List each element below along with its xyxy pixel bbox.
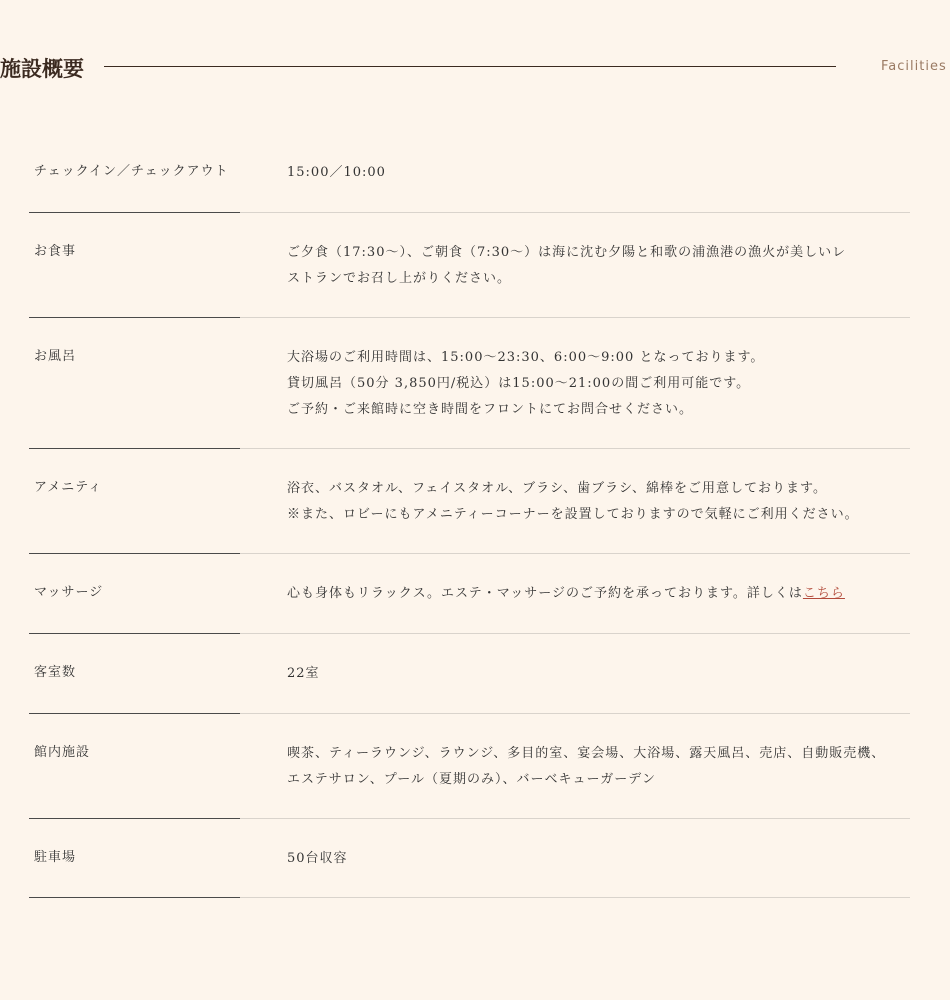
row-label: お食事 — [34, 244, 77, 259]
row-value-line: ※また、ロビーにもアメニティーコーナーを設置しておりますので気軽にご利用ください。 — [287, 507, 859, 522]
table-row-rooms — [29, 634, 910, 714]
row-value — [287, 133, 910, 213]
table-row-bath — [29, 318, 910, 449]
table-row-meals — [29, 213, 910, 318]
row-value-line: ご予約・ご来館時に空き時間をフロントにてお問合せください。 — [287, 402, 694, 417]
title-divider — [104, 66, 836, 67]
row-label: 駐車場 — [34, 850, 77, 865]
massage-details-link[interactable]: こちら — [802, 586, 845, 601]
row-label: 客室数 — [34, 665, 77, 680]
row-value — [287, 634, 910, 714]
row-value — [287, 554, 910, 634]
row-value-line: 浴衣、バスタオル、フェイスタオル、ブラシ、歯ブラシ、綿棒をご用意しております。 — [287, 481, 828, 496]
row-value — [287, 213, 910, 319]
row-value-line: 大浴場のご利用時間は、15:00～23:30、6:00～9:00 となっております。 — [287, 350, 765, 365]
section-title: 施設概要 — [0, 56, 84, 81]
table-row-parking — [29, 819, 910, 898]
section-header — [0, 49, 950, 85]
row-value-line: 15:00／10:00 — [287, 165, 386, 180]
table-row-amenities — [29, 449, 910, 554]
row-value-line: 貸切風呂（50分 3,850円/税込）は15:00～21:00の間ご利用可能です。 — [287, 376, 751, 391]
row-label: マッサージ — [34, 585, 104, 600]
row-value — [287, 819, 910, 899]
row-value-line: 22室 — [287, 666, 320, 681]
row-label: お風呂 — [34, 349, 77, 364]
table-row-massage — [29, 554, 910, 634]
row-value — [287, 318, 910, 450]
row-value — [287, 449, 910, 555]
facilities-table — [29, 133, 910, 898]
row-value-line: ストランでお召し上がりください。 — [287, 271, 512, 286]
row-value-line: 喫茶、ティーラウンジ、ラウンジ、多目的室、宴会場、大浴場、露天風呂、売店、自動販売機、 — [287, 746, 886, 761]
massage-text: 心も身体もリラックス。エステ・マッサージのご予約を承っております。詳しくは — [287, 586, 803, 601]
row-value-line — [287, 581, 910, 607]
row-value-line: 50台収容 — [287, 851, 348, 866]
row-value-line: エステサロン、プール（夏期のみ）、バーベキューガーデン — [287, 772, 657, 787]
row-label: アメニティ — [34, 480, 103, 495]
row-label: チェックイン／チェックアウト — [34, 164, 229, 179]
section-subtitle: Facilities — [881, 59, 947, 74]
row-value — [287, 714, 910, 820]
table-row-checkin — [29, 133, 910, 213]
row-label: 館内施設 — [34, 745, 91, 760]
table-row-facilities — [29, 714, 910, 819]
row-value-line: ご夕食（17:30～）、ご朝食（7:30～）は海に沈む夕陽と和歌の浦漁港の漁火が美しいレ — [287, 245, 847, 260]
